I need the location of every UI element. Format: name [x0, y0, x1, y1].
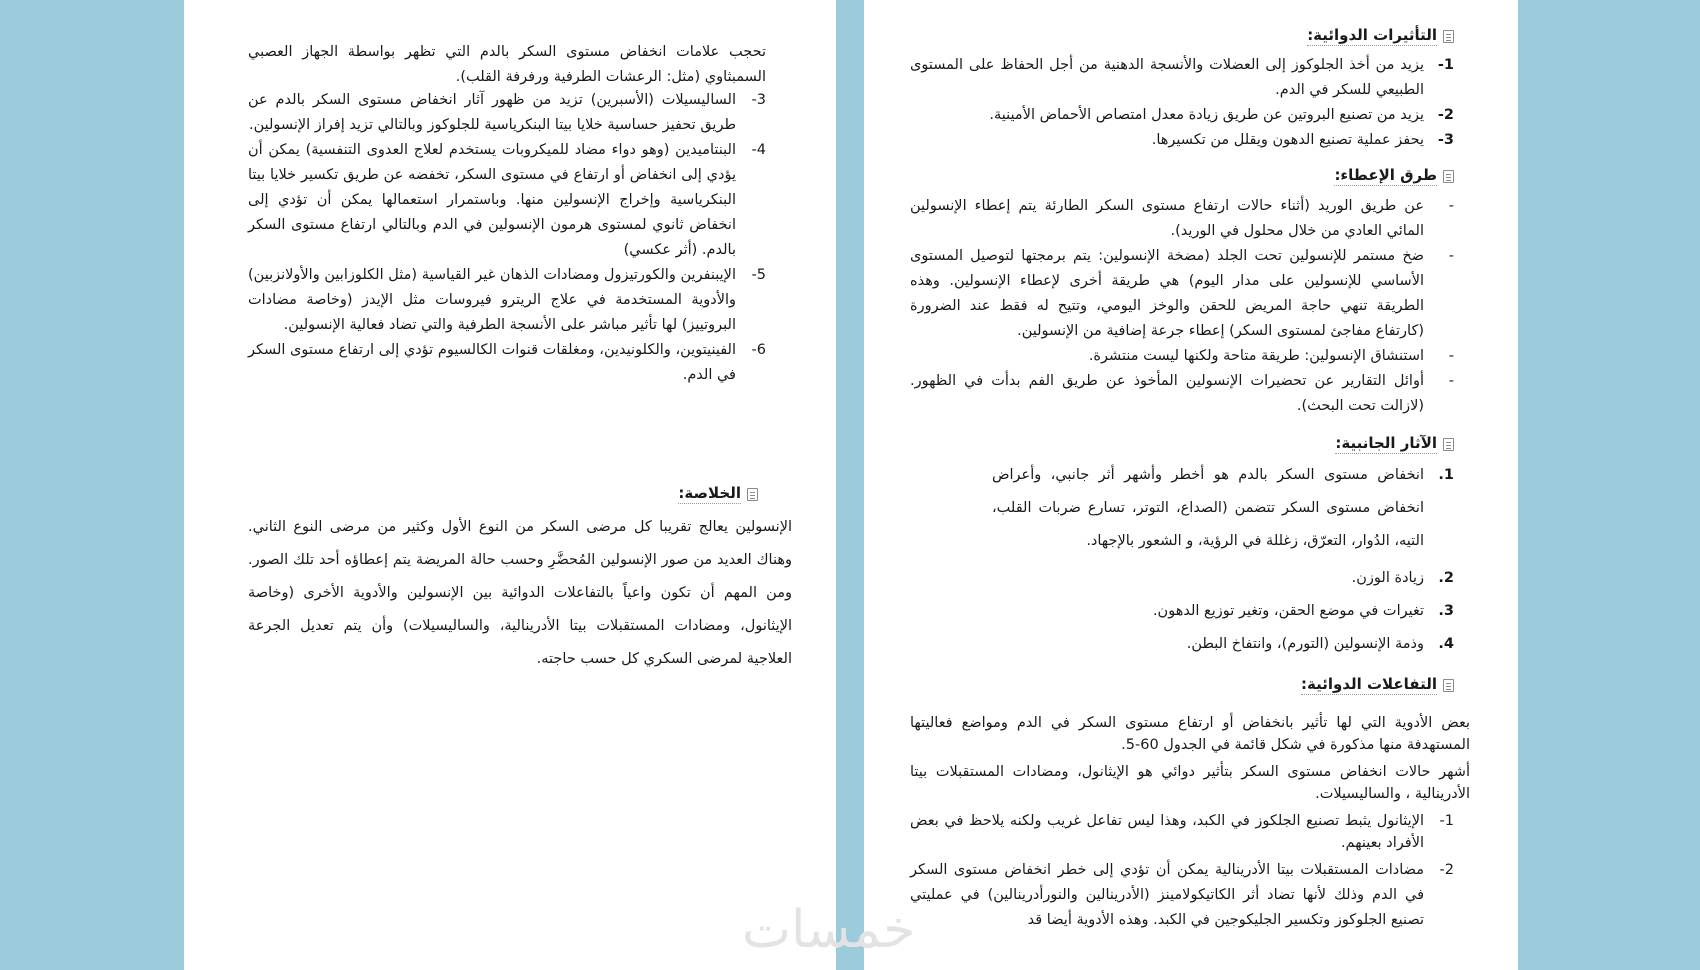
summary-heading-text: الخلاصة:	[678, 484, 741, 502]
pharm-heading-text: التأثيرات الدوائية:	[1307, 26, 1437, 44]
list-number: 3-	[1437, 132, 1454, 148]
list-item	[910, 858, 1454, 933]
summary-paragraph: الإنسولين يعالج تقريبا كل مرضى السكر من النوع الأول وكثير من مرضى النوع الثاني. وهناك العديد من صور الإنسولين المُحضَّرِ وحسب حالة المريضة يتم إعطاؤه أحد تلك الصور. ومن المهم أن تكون واعياً بالتفاعلات الدوائية بين الإنسولين والأدوية الأخرى (وخاصة الإيثانول، ومضادات المستقبلات بيتا الأدرينالية، والساليسيلات) وأن يتم تعديل الجرعة العلاجية لمرضى السكري كل حسب حاجته.	[248, 519, 792, 667]
list-text: انخفاض مستوى السكر بالدم هو أخطر وأشهر أثر جانبي، وأعراض انخفاض مستوى السكر تتضمن (الصداع، التوتر، تسارع ضربات القلب، التيه، الدُوار، التعرّق، زغللة في الرؤية، و الشعور بالإجهاد.	[992, 467, 1424, 549]
document-icon	[747, 488, 758, 501]
list-number: 4-	[751, 142, 766, 158]
list-text: أوائل التقارير عن تحضيرات الإنسولين المأخوذ عن طريق الفم بدأت في الظهور. (لازالت تحت البحث).	[910, 373, 1424, 414]
list-item	[248, 263, 766, 338]
list-item	[992, 566, 1454, 591]
document-icon	[1443, 679, 1454, 692]
list-text: زيادة الوزن.	[1351, 570, 1424, 586]
right-page	[864, 0, 1518, 970]
list-item	[910, 128, 1454, 153]
list-text: يحفز عملية تصنيع الدهون ويقلل من تكسيرها.	[1151, 132, 1424, 148]
left-page	[184, 0, 836, 970]
list-number: 4.	[1438, 636, 1454, 652]
list-bullet: -	[1448, 248, 1454, 264]
list-text: عن طريق الوريد (أثناء حالات ارتفاع مستوى السكر الطارئة يتم إعطاء الإنسولين المائي العادي من خلال محلول في الوريد).	[910, 198, 1424, 239]
list-number: 6-	[751, 342, 766, 358]
list-item	[910, 53, 1454, 103]
list-item	[992, 632, 1454, 657]
list-number: 2.	[1438, 570, 1454, 586]
list-text: الساليسيلات (الأسبرين) تزيد من ظهور آثار انخفاض مستوى السكر بالدم عن طريق تحفيز حساسية خلايا بيتا البنكرياسية للجلوكوز وبالتالي تزيد إفراز الإنسولين.	[248, 92, 736, 133]
list-item	[992, 599, 1454, 624]
list-number: 3-	[751, 92, 766, 108]
interactions-heading-text: التفاعلات الدوائية:	[1300, 675, 1437, 693]
summary-heading	[678, 484, 758, 504]
side-effects-heading-text: الآثار الجانبية:	[1335, 434, 1437, 452]
routes-list	[910, 194, 1454, 419]
list-item	[910, 369, 1454, 419]
list-bullet: -	[1448, 348, 1454, 364]
side-effects-heading	[1335, 434, 1454, 454]
list-item	[910, 344, 1454, 369]
list-text: ضخ مستمر للإنسولين تحت الجلد (مضخة الإنسولين: يتم برمجتها لتوصيل المستوى الأساسي للإنسولين على مدار اليوم) هي طريقة أخرى لإعطاء الإنسولين. وهذه الطريقة تنهي حاجة المريض للحقن والوخز اليومي، وتتيح له فقط عند الضرورة (كارتفاع مفاجئ لمستوى السكر) إعطاء جرعة إضافية من الإنسولين.	[910, 248, 1424, 339]
list-bullet: -	[1448, 198, 1454, 214]
interactions-paragraph-1: بعض الأدوية التي لها تأثير بانخفاض أو ارتفاع مستوى السكر في الدم ومواضع فعاليتها المستهدفة منها مذكورة في شكل قائمة في الجدول 60-5.	[910, 715, 1470, 753]
list-number: 3.	[1438, 603, 1454, 619]
list-text: وذمة الإنسولين (التورم)، وانتفاخ البطن.	[1186, 636, 1424, 652]
interactions-heading	[1301, 675, 1454, 695]
document-icon	[1443, 30, 1454, 43]
routes-heading-text: طرق الإعطاء:	[1334, 166, 1437, 184]
list-number: 1.	[1438, 467, 1454, 483]
pharm-heading	[1307, 26, 1454, 46]
watermark-logo: خمسات	[742, 900, 916, 960]
list-text: يزيد من أخذ الجلوكوز إلى العضلات والأنسجة الدهنية من أجل الحفاظ على المستوى الطبيعي للسكر في الدم.	[910, 57, 1424, 98]
list-item	[910, 103, 1454, 128]
list-text: البنتاميدين (وهو دواء مضاد للميكروبات يستخدم لعلاج العدوى التنفسية) يمكن أن يؤدي إلى انخفاض أو ارتفاع في مستوى السكر، تخفضه عن طريق تكسير خلايا بيتا البنكرياسية وإخراج الإنسولين منها. وباستمرار استعمالها يمكن أن تؤدي إلى انخفاض ثانوي لمستوى هرمون الإنسولين في الدم وبالتالي ارتفاع مستوى السكر بالدم. (أثر عكسي)	[248, 142, 736, 258]
routes-heading	[1334, 166, 1454, 186]
intro-paragraph: تحجب علامات انخفاض مستوى السكر بالدم التي تظهر بواسطة الجهاز العصبي السمبثاوي (مثل: الرعشات الطرفية ورفرفة القلب).	[248, 44, 766, 85]
list-text: الإيثانول يثبط تصنيع الجلكوز في الكبد، وهذا ليس تفاعل غريب ولكنه يلاحظ في بعض الأفراد بعينهم.	[910, 813, 1424, 851]
list-item	[910, 244, 1454, 344]
document-icon	[1443, 170, 1454, 183]
list-number: 1-	[1437, 57, 1454, 73]
list-number: 2-	[1437, 107, 1454, 123]
list-item	[992, 459, 1454, 558]
list-bullet: -	[1448, 373, 1454, 389]
list-item	[910, 810, 1454, 854]
list-item	[910, 194, 1454, 244]
list-number: 5-	[751, 267, 766, 283]
interactions-list	[910, 810, 1454, 933]
list-text: استنشاق الإنسولين: طريقة متاحة ولكنها ليست منتشرة.	[1088, 348, 1424, 364]
list-item	[248, 88, 766, 138]
list-text: مضادات المستقبلات بيتا الأدرينالية يمكن أن تؤدي إلى خطر انخفاض مستوى السكر في الدم وذلك لأنها تضاد أثر الكاتيكولامينز (الأدرينالين والنورأدرينالين) في عمليتي تصنيع الجلوكوز وتكسير الجليكوجين في الكبد. وهذه الأدوية أيضا قد	[910, 862, 1424, 928]
document-icon	[1443, 438, 1454, 451]
list-item	[248, 138, 766, 263]
list-text: تغيرات في موضع الحقن، وتغير توزيع الدهون.	[1152, 603, 1424, 619]
list-text: يزيد من تصنيع البروتين عن طريق زيادة معدل امتصاص الأحماض الأمينية.	[989, 107, 1424, 123]
list-number: 1-	[1439, 813, 1454, 829]
list-text: الفينيتوين، والكلونيدين، ومغلقات قنوات الكالسيوم تؤدي إلى ارتفاع مستوى السكر في الدم.	[248, 342, 736, 383]
list-text: الإيبنفرين والكورتيزول ومضادات الذهان غير القياسية (مثل الكلوزابين والأولانزبين) والأدوية المستخدمة في علاج الريترو فيروسات مثل الإيدز (وخاصة مضادات البروتييز) لها تأثير مباشر على الأنسجة الطرفية والتي تضاد فعالية الإنسولين.	[248, 267, 736, 333]
interactions-paragraph-2: أشهر حالات انخفاض مستوى السكر بتأثير دوائي هو الإيثانول، ومضادات المستقبلات بيتا الأدرينالية ، والساليسيلات.	[910, 764, 1470, 802]
left-drug-list	[248, 88, 766, 388]
list-number: 2-	[1439, 862, 1454, 878]
side-effects-list	[992, 459, 1454, 665]
pharm-list	[910, 53, 1454, 153]
list-item	[248, 338, 766, 388]
